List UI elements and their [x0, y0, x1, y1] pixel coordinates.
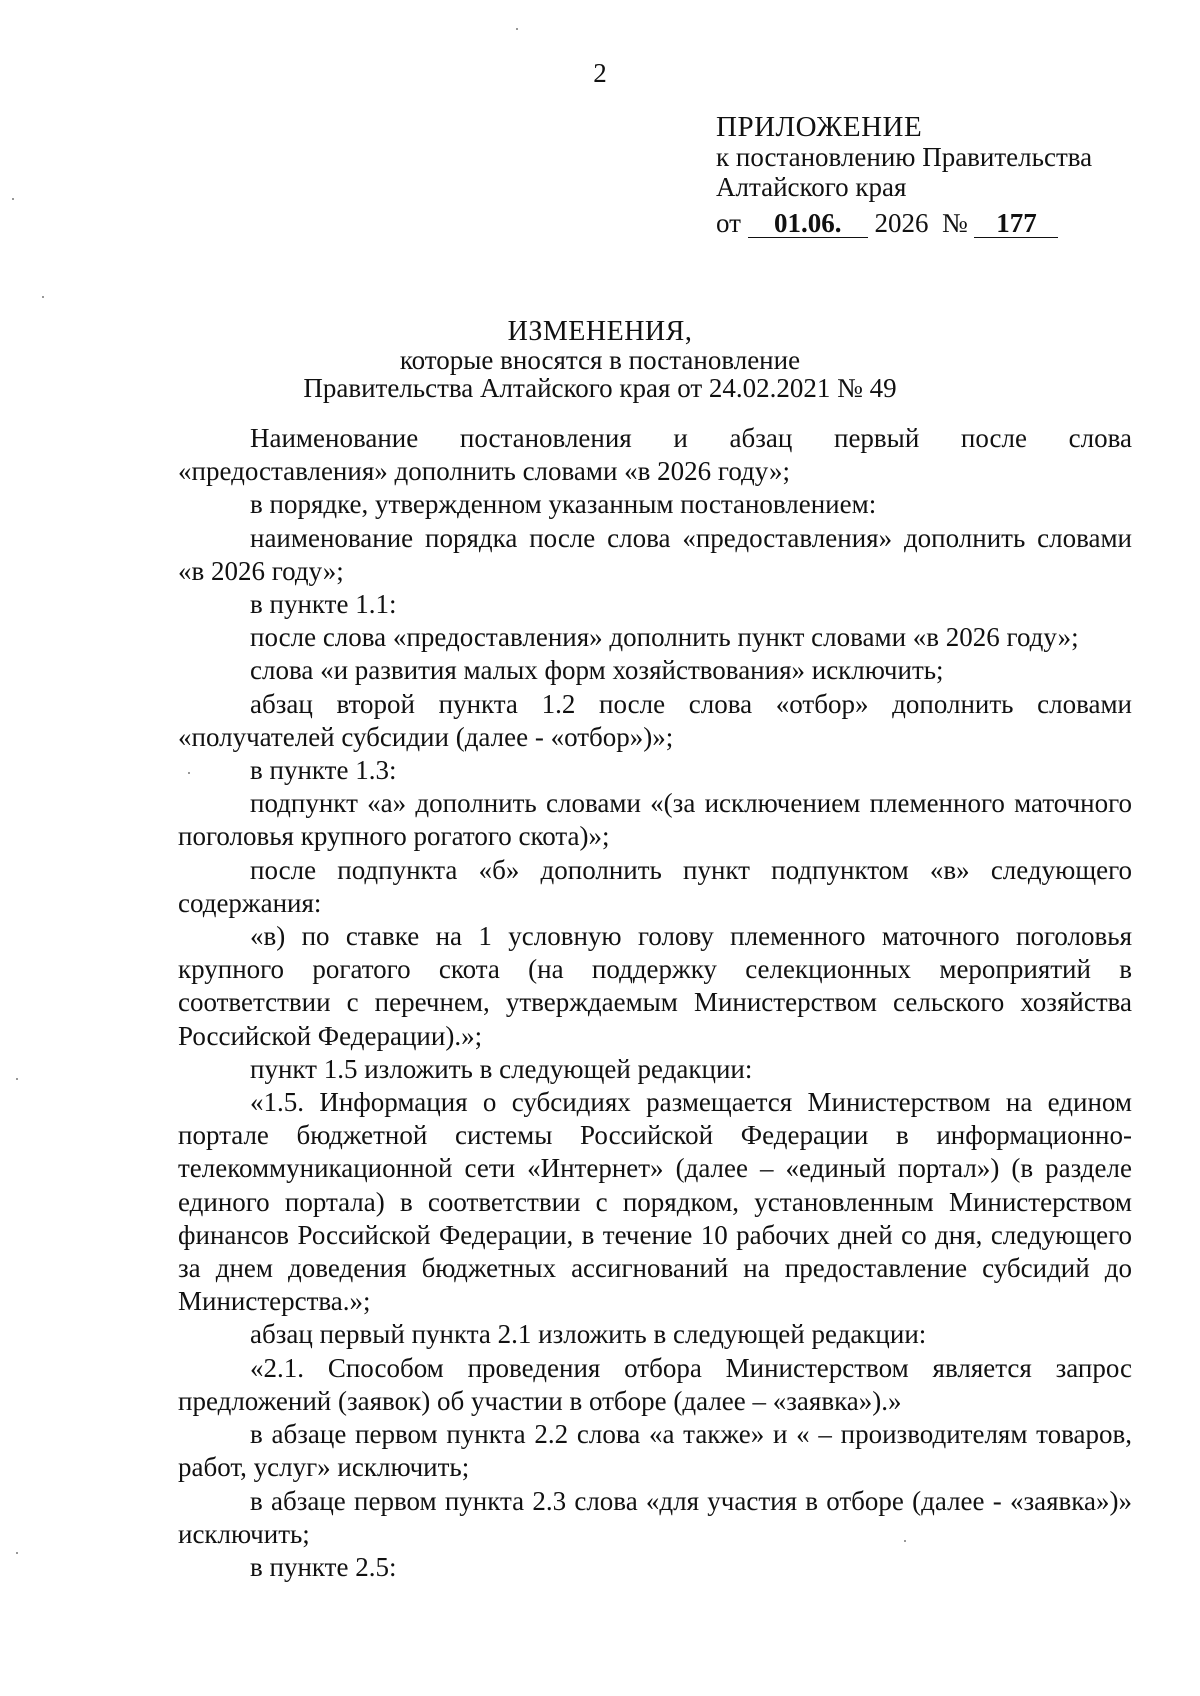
paragraph: «в) по ставке на 1 условную голову племенного маточного поголовья крупного рогатого скота (на поддержку селекционных мероприятий в соответствии с перечнем, утверждаемым Министерством сельского хозяйства Российской Федерации).»;: [178, 921, 1132, 1051]
appendix-line-1: к постановлению Правительства: [716, 142, 1093, 172]
scan-speck: [516, 28, 518, 30]
page-number: 2: [593, 58, 607, 88]
scan-speck: [12, 198, 14, 200]
date-year: 2026: [874, 208, 929, 238]
paragraph: Наименование постановления и абзац первый после слова «предоставления» дополнить словами «в 2026 году»;: [178, 423, 1132, 487]
paragraph: подпункт «а» дополнить словами «(за исключением племенного маточного поголовья крупного рогатого скота)»;: [178, 788, 1132, 852]
scan-speck: [904, 1540, 906, 1542]
appendix-date-row: [716, 208, 1176, 238]
scan-speck: [16, 1078, 18, 1080]
scan-speck: [188, 772, 190, 774]
heading-line-1: которые вносятся в постановление: [399, 345, 801, 375]
paragraph: абзац второй пункта 1.2 после слова «отбор» дополнить словами «получателей субсидии (далее - «отбор»)»;: [178, 688, 1132, 752]
paragraph: в абзаце первом пункта 2.3 слова «для участия в отборе (далее - «заявка»)» исключить;: [178, 1485, 1132, 1549]
paragraph: в пункте 2.5:: [250, 1551, 397, 1582]
heading-line-2: Правительства Алтайского края от 24.02.2021 № 49: [303, 373, 897, 403]
appendix-title: ПРИЛОЖЕНИЕ: [716, 111, 923, 143]
paragraph: «2.1. Способом проведения отбора Министерством является запрос предложений (заявок) об участии в отборе (далее – «заявка»).»: [178, 1352, 1132, 1416]
paragraph: пункт 1.5 изложить в следующей редакции:: [250, 1053, 753, 1084]
paragraph: в абзаце первом пункта 2.2 слова «а также» и « – производителям товаров, работ, услуг» исключить;: [178, 1419, 1132, 1483]
scan-speck: [42, 296, 44, 298]
date-value: 01.06.: [748, 209, 868, 238]
document-heading: [0, 318, 1200, 402]
paragraph: наименование порядка после слова «предоставления» дополнить словами «в 2026 году»;: [178, 522, 1132, 586]
heading-title: ИЗМЕНЕНИЯ,: [507, 316, 693, 347]
scan-speck: [16, 1552, 18, 1554]
paragraph: после слова «предоставления» дополнить пункт словами «в 2026 году»;: [250, 622, 1079, 653]
paragraph: в порядке, утвержденном указанным постановлением:: [250, 489, 877, 520]
paragraph: слова «и развития малых форм хозяйствования» исключить;: [250, 655, 944, 686]
appendix-line-2: Алтайского края: [716, 172, 907, 202]
number-value: 177: [974, 209, 1058, 238]
paragraph: после подпункта «б» дополнить пункт подпунктом «в» следующего содержания:: [178, 854, 1132, 918]
document-body: [178, 422, 1132, 1584]
date-prefix: от: [716, 208, 741, 238]
paragraph: абзац первый пункта 2.1 изложить в следующей редакции:: [250, 1319, 927, 1350]
paragraph: в пункте 1.3:: [250, 755, 397, 786]
paragraph: в пункте 1.1:: [250, 589, 397, 620]
paragraph: «1.5. Информация о субсидиях размещается Министерством на едином портале бюджетной системы Российской Федерации в информационно-телекоммуникационной сети «Интернет» (далее – «единый портал») (в разделе единого портала) в соответствии с порядком, установленным Министерством финансов Российской Федерации, в течение 10 рабочих дней со дня, следующего за днем доведения бюджетных ассигнований на предоставление субсидий до Министерства.»;: [178, 1087, 1132, 1317]
appendix-block: [716, 112, 1176, 238]
number-sign: №: [941, 208, 968, 238]
